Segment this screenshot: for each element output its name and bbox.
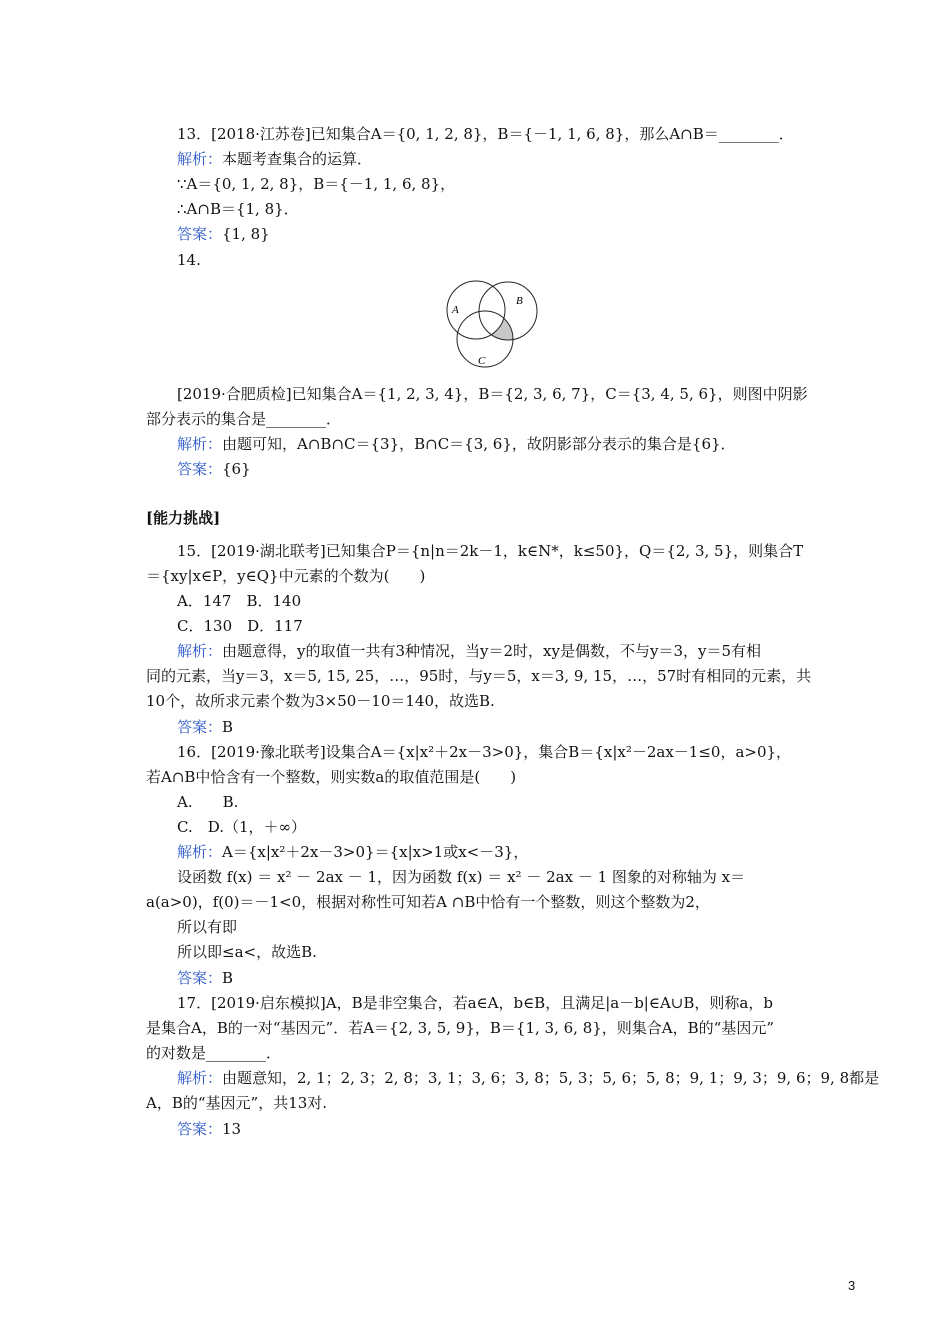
q15-analysis-line3: 10个，故所求元素个数为3×50－10＝140，故选B. bbox=[146, 692, 495, 710]
q16-line2: 若A∩B中恰含有一个整数，则实数a的取值范围是( ) bbox=[146, 768, 517, 786]
answer-value: 13 bbox=[222, 1120, 242, 1138]
q15-answer bbox=[177, 717, 233, 737]
label-a: A bbox=[452, 304, 459, 316]
q15-options-cd: C．130 D．117 bbox=[177, 617, 303, 635]
q15-analysis-line2: 同的元素，当y＝3，x＝5, 15, 25，…，95时，与y＝5，x＝3, 9, 15，…，57时有相同的元素，共 bbox=[146, 667, 812, 685]
q16-analysis-line1 bbox=[177, 842, 528, 862]
q17-answer bbox=[177, 1119, 241, 1139]
q14-answer bbox=[177, 459, 251, 479]
label-b: B bbox=[516, 295, 523, 307]
analysis-text: 由题可知，A∩B∩C＝{3}，B∩C＝{3, 6}，故阴影部分表示的集合是{6}． bbox=[222, 435, 736, 453]
answer-value: B bbox=[222, 718, 234, 736]
q16-options-cd: C. D.（1，＋∞） bbox=[177, 818, 307, 836]
answer-value: B bbox=[222, 969, 234, 987]
analysis-label: 解析： bbox=[177, 150, 223, 168]
q16-line1: 16．[2019·豫北联考]设集合A＝{x|x²＋2x－3>0}，集合B＝{x|x²－2ax－1≤0，a>0}， bbox=[177, 743, 792, 761]
q16-options-ab: A. B. bbox=[177, 793, 239, 811]
q14-stem-line2: 部分表示的集合是________． bbox=[146, 410, 342, 428]
q17-analysis-line2: A，B的“基因元”，共13对. bbox=[146, 1094, 328, 1112]
q13-step2: ∴A∩B＝{1, 8}． bbox=[177, 200, 299, 218]
analysis-text: 由题意知，2, 1；2, 3；2, 8；3, 1；3, 6；3, 8；5, 3；5, 6；5, 8；9, 1；9, 3；9, 6；9, 8都是 bbox=[222, 1069, 880, 1087]
analysis-text: 本题考查集合的运算． bbox=[222, 150, 373, 168]
q16-answer bbox=[177, 968, 233, 988]
answer-label: 答案： bbox=[177, 460, 223, 478]
q14-analysis bbox=[177, 434, 736, 454]
page-number: 3 bbox=[848, 1278, 856, 1293]
venn-diagram bbox=[440, 276, 550, 372]
answer-label: 答案： bbox=[177, 718, 223, 736]
q14-number: 14. bbox=[177, 251, 201, 269]
section-heading: [能力挑战] bbox=[146, 509, 221, 527]
q17-analysis-line1 bbox=[177, 1068, 879, 1088]
answer-label: 答案： bbox=[177, 1120, 223, 1138]
analysis-label: 解析： bbox=[177, 435, 223, 453]
q17-line2: 是集合A，B的一对“基因元”．若A＝{2, 3, 5, 9}，B＝{1, 3, 6, 8}，则集合A，B的“基因元” bbox=[146, 1019, 774, 1037]
answer-label: 答案： bbox=[177, 969, 223, 987]
q15-line2: ＝{xy|x∈P，y∈Q}中元素的个数为( ) bbox=[146, 567, 426, 585]
q15-analysis-line1 bbox=[177, 641, 761, 661]
answer-value: {1, 8} bbox=[222, 225, 270, 243]
q16-analysis-line5: 所以即≤a<，故选B. bbox=[177, 943, 317, 961]
q15-line1: 15．[2019·湖北联考]已知集合P＝{n|n＝2k－1，k∈N*，k≤50}，Q＝{2, 3, 5}，则集合T bbox=[177, 542, 804, 560]
label-c: C bbox=[478, 355, 486, 367]
analysis-label: 解析： bbox=[177, 843, 223, 861]
answer-value: {6} bbox=[222, 460, 251, 478]
q13-analysis bbox=[177, 149, 372, 169]
analysis-label: 解析： bbox=[177, 1069, 223, 1087]
q16-analysis-line2: 设函数 f(x) ＝ x² － 2ax － 1，因为函数 f(x) ＝ x² － 2ax － 1 图象的对称轴为 x＝ bbox=[177, 868, 746, 886]
answer-label: 答案： bbox=[177, 225, 223, 243]
analysis-text: 由题意得，y的取值一共有3种情况，当y＝2时，xy是偶数，不与y＝3，y＝5有相 bbox=[222, 642, 762, 660]
q13-stem: 13．[2018·江苏卷]已知集合A＝{0, 1, 2, 8}，B＝{－1, 1, 6, 8}，那么A∩B＝________． bbox=[177, 125, 794, 143]
analysis-text: A＝{x|x²＋2x－3>0}＝{x|x>1或x<－3}， bbox=[222, 843, 529, 861]
q15-options-ab: A．147 B．140 bbox=[177, 592, 302, 610]
q17-line3: 的对数是________． bbox=[146, 1044, 282, 1062]
q17-line1: 17．[2019·启东模拟]A，B是非空集合，若a∈A，b∈B，且满足|a－b|∈A∪B，则称a，b bbox=[177, 994, 773, 1012]
analysis-label: 解析： bbox=[177, 642, 223, 660]
q16-analysis-line3: a(a>0)，f(0)＝－1<0，根据对称性可知若A ∩B中恰有一个整数，则这个整数为2， bbox=[146, 893, 710, 911]
q13-answer bbox=[177, 224, 270, 244]
q14-stem-line1: [2019·合肥质检]已知集合A＝{1, 2, 3, 4}，B＝{2, 3, 6, 7}，C＝{3, 4, 5, 6}，则图中阴影 bbox=[177, 385, 808, 403]
q16-analysis-line4: 所以有即 bbox=[177, 918, 238, 936]
q13-step1: ∵A＝{0, 1, 2, 8}，B＝{－1, 1, 6, 8}， bbox=[177, 175, 456, 193]
